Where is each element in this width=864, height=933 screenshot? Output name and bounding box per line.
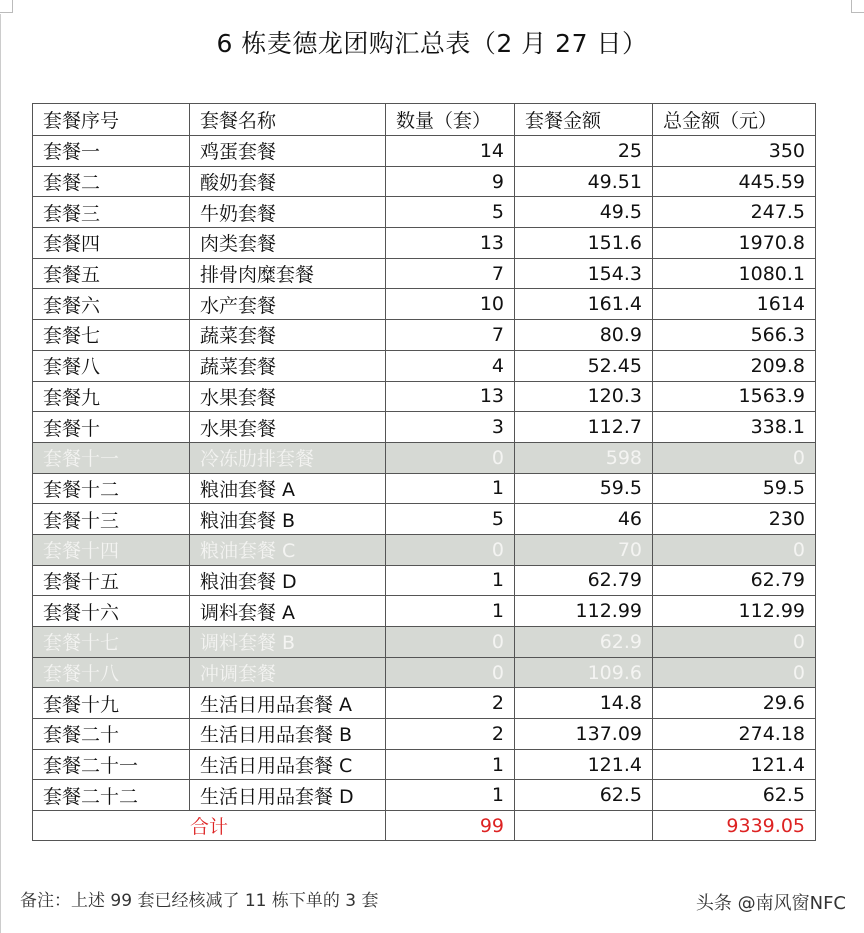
cell-quantity: 1 <box>386 596 515 627</box>
header-package-id: 套餐序号 <box>33 104 190 136</box>
cell-package-name: 水果套餐 <box>190 412 386 443</box>
cell-quantity: 13 <box>386 228 515 259</box>
table-row <box>33 442 816 473</box>
cell-package-id: 套餐十七 <box>33 627 190 658</box>
table-row <box>33 136 816 167</box>
table-row <box>33 627 816 658</box>
cell-package-name: 生活日用品套餐 C <box>190 749 386 780</box>
total-label: 合计 <box>33 811 386 841</box>
cell-package-name: 粮油套餐 B <box>190 504 386 535</box>
cell-package-id: 套餐二 <box>33 166 190 197</box>
cell-unit-price: 154.3 <box>515 258 653 289</box>
cell-quantity: 1 <box>386 749 515 780</box>
cell-unit-price: 112.99 <box>515 596 653 627</box>
cell-quantity: 5 <box>386 197 515 228</box>
page-corner-mark <box>851 0 864 13</box>
cell-quantity: 1 <box>386 780 515 811</box>
header-package-name: 套餐名称 <box>190 104 386 136</box>
cell-unit-price: 62.5 <box>515 780 653 811</box>
table-row <box>33 197 816 228</box>
cell-package-name: 生活日用品套餐 A <box>190 688 386 719</box>
cell-total-amount: 59.5 <box>653 473 816 504</box>
cell-package-id: 套餐三 <box>33 197 190 228</box>
cell-total-amount: 1614 <box>653 289 816 320</box>
summary-table <box>32 103 816 841</box>
cell-package-name: 调料套餐 A <box>190 596 386 627</box>
cell-quantity: 1 <box>386 473 515 504</box>
cell-package-name: 调料套餐 B <box>190 627 386 658</box>
cell-package-name: 生活日用品套餐 B <box>190 719 386 750</box>
cell-quantity: 0 <box>386 657 515 688</box>
table-row <box>33 749 816 780</box>
cell-quantity: 0 <box>386 627 515 658</box>
table-row <box>33 350 816 381</box>
cell-unit-price: 161.4 <box>515 289 653 320</box>
cell-package-id: 套餐二十 <box>33 719 190 750</box>
cell-package-name: 水产套餐 <box>190 289 386 320</box>
cell-total-amount: 29.6 <box>653 688 816 719</box>
cell-package-id: 套餐二十二 <box>33 780 190 811</box>
cell-package-id: 套餐五 <box>33 258 190 289</box>
cell-total-amount: 350 <box>653 136 816 167</box>
cell-unit-price: 109.6 <box>515 657 653 688</box>
cell-package-id: 套餐十六 <box>33 596 190 627</box>
table-row <box>33 473 816 504</box>
cell-total-amount: 566.3 <box>653 320 816 351</box>
cell-package-id: 套餐十三 <box>33 504 190 535</box>
table-row <box>33 320 816 351</box>
cell-unit-price: 49.51 <box>515 166 653 197</box>
cell-quantity: 9 <box>386 166 515 197</box>
table-row <box>33 657 816 688</box>
table-row <box>33 565 816 596</box>
cell-package-name: 牛奶套餐 <box>190 197 386 228</box>
cell-unit-price: 25 <box>515 136 653 167</box>
cell-total-amount: 230 <box>653 504 816 535</box>
cell-package-name: 粮油套餐 C <box>190 534 386 565</box>
cell-total-amount: 0 <box>653 627 816 658</box>
cell-package-id: 套餐十五 <box>33 565 190 596</box>
table-row <box>33 412 816 443</box>
table-row <box>33 596 816 627</box>
cell-total-amount: 112.99 <box>653 596 816 627</box>
cell-quantity: 2 <box>386 719 515 750</box>
cell-quantity: 3 <box>386 412 515 443</box>
cell-package-name: 生活日用品套餐 D <box>190 780 386 811</box>
cell-package-name: 酸奶套餐 <box>190 166 386 197</box>
page-corner-mark <box>0 0 13 13</box>
cell-package-id: 套餐九 <box>33 381 190 412</box>
cell-unit-price: 59.5 <box>515 473 653 504</box>
cell-total-amount: 1563.9 <box>653 381 816 412</box>
total-quantity: 99 <box>386 811 515 841</box>
cell-quantity: 14 <box>386 136 515 167</box>
table-row <box>33 166 816 197</box>
cell-package-id: 套餐一 <box>33 136 190 167</box>
cell-quantity: 4 <box>386 350 515 381</box>
table-row <box>33 719 816 750</box>
cell-unit-price: 137.09 <box>515 719 653 750</box>
cell-total-amount: 338.1 <box>653 412 816 443</box>
table-row <box>33 504 816 535</box>
cell-quantity: 7 <box>386 258 515 289</box>
cell-total-amount: 0 <box>653 657 816 688</box>
cell-total-amount: 0 <box>653 534 816 565</box>
cell-package-name: 冷冻肋排套餐 <box>190 442 386 473</box>
page-edge <box>0 14 1 933</box>
cell-quantity: 7 <box>386 320 515 351</box>
cell-quantity: 1 <box>386 565 515 596</box>
cell-package-id: 套餐四 <box>33 228 190 259</box>
cell-unit-price: 62.9 <box>515 627 653 658</box>
header-quantity: 数量（套） <box>386 104 515 136</box>
cell-unit-price: 70 <box>515 534 653 565</box>
cell-total-amount: 1970.8 <box>653 228 816 259</box>
cell-package-name: 蔬菜套餐 <box>190 350 386 381</box>
cell-quantity: 2 <box>386 688 515 719</box>
cell-package-name: 粮油套餐 D <box>190 565 386 596</box>
cell-unit-price: 120.3 <box>515 381 653 412</box>
cell-package-id: 套餐十九 <box>33 688 190 719</box>
cell-package-id: 套餐十一 <box>33 442 190 473</box>
cell-unit-price: 62.79 <box>515 565 653 596</box>
cell-total-amount: 62.5 <box>653 780 816 811</box>
table-row <box>33 228 816 259</box>
cell-total-amount: 209.8 <box>653 350 816 381</box>
total-row <box>33 811 816 841</box>
cell-total-amount: 121.4 <box>653 749 816 780</box>
cell-package-id: 套餐七 <box>33 320 190 351</box>
cell-unit-price: 598 <box>515 442 653 473</box>
cell-quantity: 0 <box>386 442 515 473</box>
cell-total-amount: 445.59 <box>653 166 816 197</box>
footnote: 备注：上述 99 套已经核减了 11 栋下单的 3 套 <box>20 891 379 911</box>
cell-package-name: 冲调套餐 <box>190 657 386 688</box>
cell-unit-price: 151.6 <box>515 228 653 259</box>
cell-package-id: 套餐八 <box>33 350 190 381</box>
cell-package-id: 套餐六 <box>33 289 190 320</box>
cell-unit-price: 112.7 <box>515 412 653 443</box>
table-row <box>33 688 816 719</box>
page-title: 6 栋麦德龙团购汇总表（2 月 27 日） <box>216 29 648 58</box>
cell-package-id: 套餐二十一 <box>33 749 190 780</box>
cell-quantity: 5 <box>386 504 515 535</box>
cell-package-name: 鸡蛋套餐 <box>190 136 386 167</box>
cell-unit-price: 121.4 <box>515 749 653 780</box>
table-row <box>33 534 816 565</box>
cell-package-name: 排骨肉糜套餐 <box>190 258 386 289</box>
header-total-amount: 总金额（元） <box>653 104 816 136</box>
cell-package-id: 套餐十四 <box>33 534 190 565</box>
cell-unit-price: 80.9 <box>515 320 653 351</box>
cell-quantity: 10 <box>386 289 515 320</box>
cell-package-name: 肉类套餐 <box>190 228 386 259</box>
cell-total-amount: 247.5 <box>653 197 816 228</box>
cell-package-name: 粮油套餐 A <box>190 473 386 504</box>
cell-total-amount: 62.79 <box>653 565 816 596</box>
total-empty-cell <box>515 811 653 841</box>
total-amount: 9339.05 <box>653 811 816 841</box>
cell-package-id: 套餐十 <box>33 412 190 443</box>
table-row <box>33 780 816 811</box>
cell-package-id: 套餐十二 <box>33 473 190 504</box>
header-unit-price: 套餐金额 <box>515 104 653 136</box>
table-body <box>33 136 816 811</box>
cell-total-amount: 274.18 <box>653 719 816 750</box>
cell-package-id: 套餐十八 <box>33 657 190 688</box>
table-row <box>33 289 816 320</box>
cell-unit-price: 49.5 <box>515 197 653 228</box>
table-header-row <box>33 104 816 136</box>
cell-quantity: 0 <box>386 534 515 565</box>
cell-total-amount: 1080.1 <box>653 258 816 289</box>
cell-unit-price: 46 <box>515 504 653 535</box>
cell-package-name: 水果套餐 <box>190 381 386 412</box>
table-row <box>33 381 816 412</box>
cell-unit-price: 14.8 <box>515 688 653 719</box>
cell-total-amount: 0 <box>653 442 816 473</box>
watermark: 头条 @南风窗NFC <box>695 893 846 914</box>
cell-package-name: 蔬菜套餐 <box>190 320 386 351</box>
cell-unit-price: 52.45 <box>515 350 653 381</box>
cell-quantity: 13 <box>386 381 515 412</box>
table-row <box>33 258 816 289</box>
